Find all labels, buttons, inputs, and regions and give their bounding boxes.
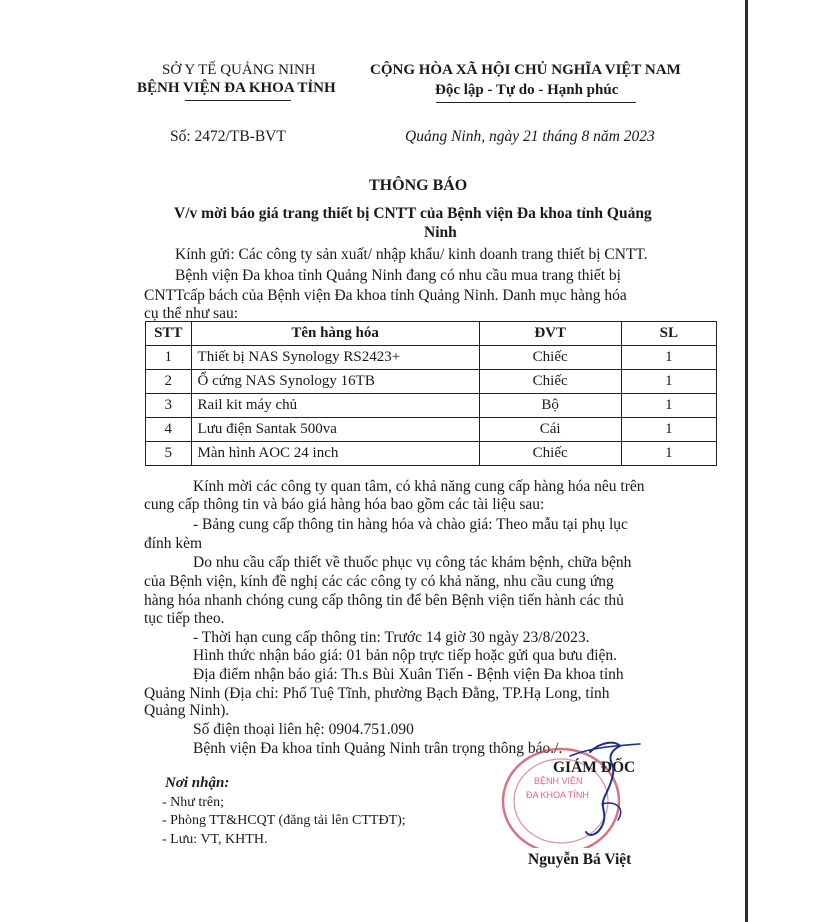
cell-qty: 1 bbox=[621, 346, 716, 370]
table-row bbox=[146, 418, 717, 442]
recipient-item: - Như trên; bbox=[162, 795, 225, 810]
stamp-text: ĐA KHOA TỈNH bbox=[526, 790, 589, 800]
cell-unit: Chiếc bbox=[479, 370, 621, 394]
table-row bbox=[146, 394, 717, 418]
table-header-row bbox=[146, 322, 717, 346]
deadline-line: - Thời hạn cung cấp thông tin: Trước 14 giờ 30 ngày 23/8/2023. bbox=[193, 629, 590, 646]
body-line: hàng hóa nhanh chóng cung cấp thông tin để bên Bệnh viện tiến hành các thủ bbox=[144, 592, 624, 609]
header-stt: STT bbox=[146, 322, 192, 346]
table-row bbox=[146, 370, 717, 394]
signer-position: GIÁM ĐỐC bbox=[553, 759, 636, 776]
cell-name: Ổ cứng NAS Synology 16TB bbox=[191, 370, 479, 394]
body-line: Địa điểm nhận báo giá: Th.s Bùi Xuân Tiến - Bệnh viện Đa khoa tỉnh bbox=[193, 666, 624, 683]
page-edge bbox=[745, 0, 748, 922]
cell-qty: 1 bbox=[621, 418, 716, 442]
body-line: - Bảng cung cấp thông tin hàng hóa và chào giá: Theo mẫu tại phụ lục bbox=[193, 516, 628, 533]
cell-name: Màn hình AOC 24 inch bbox=[191, 442, 479, 466]
cell-unit: Chiếc bbox=[479, 346, 621, 370]
cell-stt: 1 bbox=[146, 346, 192, 370]
motto-underline bbox=[436, 102, 636, 103]
intro-line: cụ thể như sau: bbox=[144, 305, 239, 322]
body-line: Quảng Ninh). bbox=[144, 702, 230, 719]
body-line: Quảng Ninh (Địa chỉ: Phố Tuệ Tĩnh, phường Bạch Đằng, TP.Hạ Long, tỉnh bbox=[144, 685, 610, 702]
body-line: cung cấp thông tin và báo giá hàng hóa bao gồm các tài liệu sau: bbox=[144, 496, 545, 513]
header-qty: SL bbox=[621, 322, 716, 346]
document-title: THÔNG BÁO bbox=[369, 177, 468, 194]
agency-name: SỞ Y TẾ QUẢNG NINH bbox=[162, 62, 316, 78]
intro-line: Bệnh viện Đa khoa tỉnh Quảng Ninh đang có nhu cầu mua trang thiết bị bbox=[175, 267, 621, 284]
recipients-title: Nơi nhận: bbox=[165, 775, 230, 791]
cell-name: Rail kit máy chủ bbox=[191, 394, 479, 418]
cell-stt: 4 bbox=[146, 418, 192, 442]
intro-line: CNTTcấp bách của Bệnh viện Đa khoa tỉnh Quảng Ninh. Danh mục hàng hóa bbox=[144, 287, 627, 304]
stamp-text: BỆNH VIỆN bbox=[534, 776, 583, 786]
table-row bbox=[146, 346, 717, 370]
signer-name: Nguyễn Bá Việt bbox=[528, 851, 632, 868]
phone-line: Số điện thoại liên hệ: 0904.751.090 bbox=[193, 721, 414, 738]
cell-name: Lưu điện Santak 500va bbox=[191, 418, 479, 442]
body-line: đính kèm bbox=[144, 535, 203, 552]
body-line: Hình thức nhận báo giá: 01 bản nộp trực tiếp hoặc gửi qua bưu điện. bbox=[193, 647, 618, 664]
hospital-name: BỆNH VIỆN ĐA KHOA TỈNH bbox=[137, 80, 336, 96]
greeting: Kính gửi: Các công ty sản xuất/ nhập khẩu/ kinh doanh trang thiết bị CNTT. bbox=[175, 246, 648, 263]
cell-stt: 5 bbox=[146, 442, 192, 466]
cell-qty: 1 bbox=[621, 394, 716, 418]
cell-unit: Cái bbox=[479, 418, 621, 442]
document-date: Quảng Ninh, ngày 21 tháng 8 năm 2023 bbox=[405, 128, 655, 145]
closing-line: Bệnh viện Đa khoa tỉnh Quảng Ninh trân trọng thông báo./. bbox=[193, 740, 563, 757]
header-unit: ĐVT bbox=[479, 322, 621, 346]
header-name: Tên hàng hóa bbox=[191, 322, 479, 346]
signature bbox=[560, 734, 650, 844]
cell-qty: 1 bbox=[621, 442, 716, 466]
recipient-item: - Phòng TT&HCQT (đăng tải lên CTTĐT); bbox=[162, 813, 406, 828]
body-line: tục tiếp theo. bbox=[144, 610, 225, 627]
table-row bbox=[146, 442, 717, 466]
recipient-item: - Lưu: VT, KHTH. bbox=[162, 832, 268, 847]
hospital-underline bbox=[185, 100, 291, 101]
cell-stt: 3 bbox=[146, 394, 192, 418]
cell-name: Thiết bị NAS Synology RS2423+ bbox=[191, 346, 479, 370]
cell-qty: 1 bbox=[621, 370, 716, 394]
subject-line-1: V/v mời báo giá trang thiết bị CNTT của Bệnh viện Đa khoa tỉnh Quảng bbox=[174, 205, 652, 222]
body-line: Kính mời các công ty quan tâm, có khả năng cung cấp hàng hóa nêu trên bbox=[193, 478, 645, 495]
country-name: CỘNG HÒA XÃ HỘI CHỦ NGHĨA VIỆT NAM bbox=[370, 62, 681, 78]
document-number: Số: 2472/TB-BVT bbox=[170, 128, 286, 145]
body-line: của Bệnh viện, kính đề nghị các các công ty có khả năng, nhu cầu cung ứng bbox=[144, 573, 614, 590]
cell-stt: 2 bbox=[146, 370, 192, 394]
motto: Độc lập - Tự do - Hạnh phúc bbox=[435, 82, 619, 98]
cell-unit: Bộ bbox=[479, 394, 621, 418]
goods-table bbox=[145, 321, 717, 466]
subject-line-2: Ninh bbox=[424, 224, 457, 241]
body-line: Do nhu cầu cấp thiết về thuốc phục vụ công tác khám bệnh, chữa bệnh bbox=[193, 554, 632, 571]
cell-unit: Chiếc bbox=[479, 442, 621, 466]
